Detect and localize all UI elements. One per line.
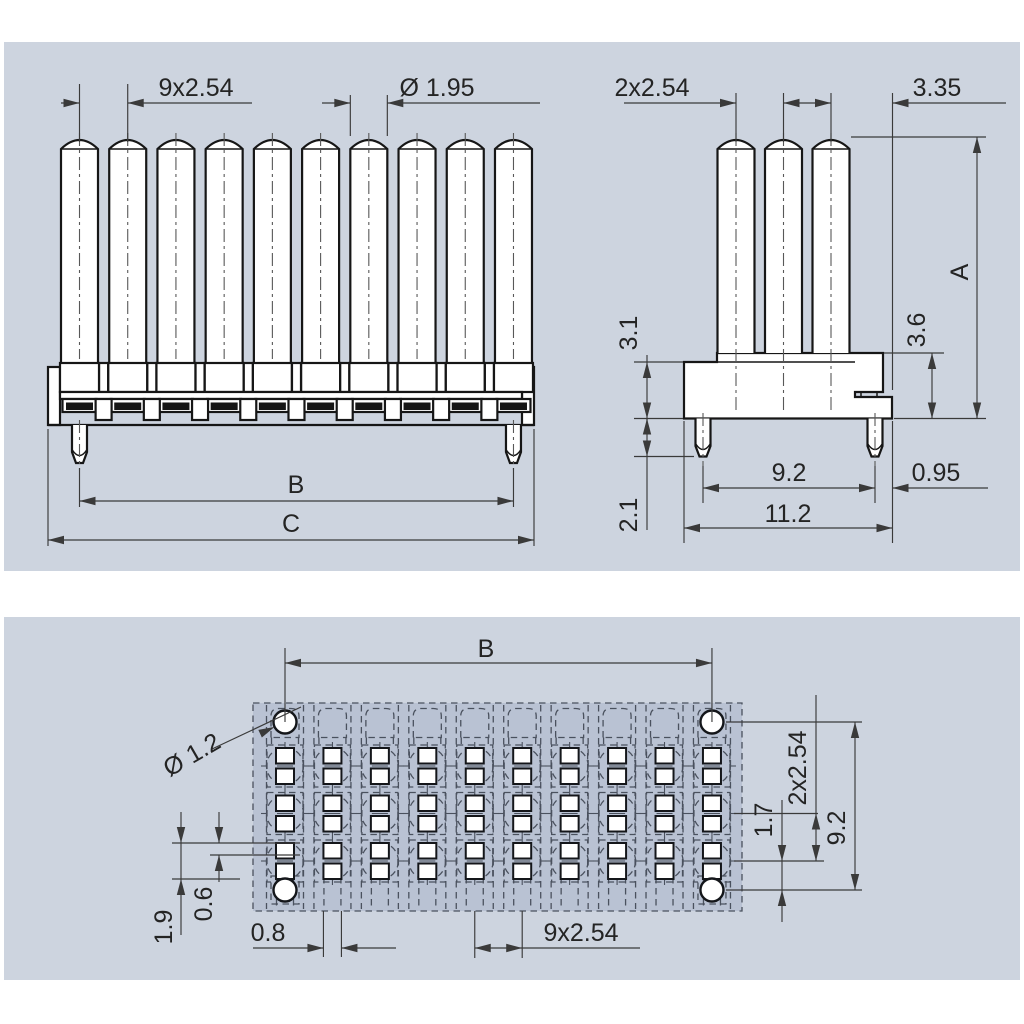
solder-pad — [608, 864, 626, 880]
dim-label-fp-hole-span: B — [477, 635, 495, 663]
body-tab — [144, 399, 160, 420]
solder-pad — [608, 769, 626, 785]
dim-label-side-peg-span: 9.2 — [771, 459, 807, 487]
body-shoulder — [349, 363, 388, 392]
solder-contact — [211, 403, 238, 411]
solder-pad — [371, 816, 389, 832]
solder-pad — [371, 796, 389, 812]
body-post — [196, 363, 205, 392]
body-shoulder — [446, 363, 485, 392]
dim-label-side-row-pitch: 2x2.54 — [614, 74, 690, 102]
dim-label-fp-col-pitch: 9x2.54 — [543, 919, 619, 947]
solder-pad — [703, 769, 721, 785]
solder-pad — [466, 748, 484, 764]
solder-pad — [466, 843, 484, 859]
dim-label-side-step-height: 3.6 — [903, 312, 931, 348]
body-post — [99, 363, 108, 392]
solder-contact — [307, 403, 334, 411]
solder-pad — [323, 796, 341, 812]
dim-label-fp-row-pitch: 2x2.54 — [784, 730, 812, 806]
solder-pad — [656, 796, 674, 812]
solder-pad — [466, 796, 484, 812]
solder-contact — [404, 403, 431, 411]
dim-label-fp-pad-width: 0.8 — [250, 919, 286, 947]
body-post — [485, 363, 494, 392]
dim-label-front-overall-width: C — [281, 510, 301, 538]
solder-pad — [703, 748, 721, 764]
solder-pad — [608, 748, 626, 764]
solder-pad — [418, 796, 436, 812]
dim-label-front-pitch: 9x2.54 — [158, 74, 234, 102]
body-shoulder — [156, 363, 195, 392]
body-tab — [337, 399, 353, 420]
body-tab — [240, 399, 256, 420]
dim-label-fp-hole-row-span: 9.2 — [823, 810, 851, 846]
dim-label-front-pin-diameter: Ø 1.95 — [399, 74, 475, 102]
body-shoulder — [60, 363, 99, 392]
solder-pad — [323, 864, 341, 880]
solder-pad — [418, 843, 436, 859]
solder-pad — [323, 816, 341, 832]
solder-pad — [513, 748, 531, 764]
body-tab — [481, 399, 497, 420]
solder-pad — [323, 748, 341, 764]
solder-pad — [608, 843, 626, 859]
solder-pad — [276, 843, 294, 859]
solder-pad — [276, 796, 294, 812]
body-shoulder — [108, 363, 147, 392]
body-post — [244, 363, 253, 392]
body-post — [437, 363, 446, 392]
body-post — [147, 363, 156, 392]
body-tab — [288, 399, 304, 420]
solder-contact — [66, 403, 93, 411]
footprint-geometry — [253, 703, 742, 911]
solder-pad — [703, 843, 721, 859]
body-post — [388, 363, 397, 392]
dim-label-side-overall-height: A — [946, 263, 974, 281]
solder-pad — [276, 816, 294, 832]
dim-label-fp-pad-to-hole: 1.7 — [750, 802, 778, 838]
body-shoulder — [253, 363, 292, 392]
body-shoulder — [301, 363, 340, 392]
solder-pad — [513, 796, 531, 812]
solder-pad — [418, 816, 436, 832]
solder-pad — [703, 796, 721, 812]
dim-label-fp-pad-group-height: 1.9 — [150, 909, 178, 945]
side-body — [684, 353, 892, 419]
solder-pad — [513, 769, 531, 785]
solder-pad — [371, 769, 389, 785]
solder-pad — [561, 748, 579, 764]
body-shoulder — [205, 363, 244, 392]
solder-pad — [561, 816, 579, 832]
solder-pad — [513, 864, 531, 880]
solder-pad — [371, 748, 389, 764]
solder-pad — [656, 816, 674, 832]
solder-pad — [418, 748, 436, 764]
locating-hole — [274, 879, 297, 902]
solder-pad — [466, 769, 484, 785]
solder-pad — [608, 816, 626, 832]
dim-label-side-peg-to-edge: 0.95 — [911, 459, 961, 487]
solder-pad — [276, 748, 294, 764]
body-post — [292, 363, 301, 392]
solder-pad — [276, 864, 294, 880]
solder-pad — [513, 843, 531, 859]
solder-pad — [656, 769, 674, 785]
solder-contact — [500, 403, 527, 411]
solder-contact — [452, 403, 479, 411]
solder-pad — [561, 796, 579, 812]
solder-contact — [355, 403, 382, 411]
solder-pad — [418, 769, 436, 785]
body-post — [340, 363, 349, 392]
solder-pad — [466, 816, 484, 832]
dim-label-fp-hole-diameter: Ø 1.2 — [158, 727, 226, 783]
body-shoulder — [398, 363, 437, 392]
locating-hole — [700, 879, 723, 902]
dim-label-side-pin-to-edge: 3.35 — [912, 74, 962, 102]
solder-pad — [656, 748, 674, 764]
solder-pad — [656, 843, 674, 859]
solder-pad — [608, 796, 626, 812]
dim-label-side-body-depth: 11.2 — [764, 500, 812, 528]
body-tab — [433, 399, 449, 420]
dim-label-front-peg-span: B — [287, 471, 305, 499]
solder-contact — [162, 403, 189, 411]
dim-label-side-peg-length: 2.1 — [615, 497, 643, 533]
solder-pad — [323, 843, 341, 859]
solder-contact — [114, 403, 141, 411]
solder-pad — [703, 864, 721, 880]
dim-label-fp-pad-height: 0.6 — [190, 886, 218, 922]
solder-pad — [656, 864, 674, 880]
solder-pad — [466, 864, 484, 880]
solder-pad — [703, 816, 721, 832]
solder-pad — [323, 769, 341, 785]
body-tab — [192, 399, 208, 420]
solder-pad — [513, 816, 531, 832]
body-shoulder — [494, 363, 533, 392]
solder-contact — [259, 403, 286, 411]
solder-pad — [561, 769, 579, 785]
body-tab — [96, 399, 112, 420]
solder-pad — [561, 864, 579, 880]
solder-pad — [371, 843, 389, 859]
body-tab — [385, 399, 401, 420]
solder-pad — [561, 843, 579, 859]
dim-label-side-body-height: 3.1 — [615, 315, 643, 351]
solder-pad — [276, 769, 294, 785]
body-end-block — [48, 367, 60, 425]
solder-pad — [418, 864, 436, 880]
solder-pad — [371, 864, 389, 880]
